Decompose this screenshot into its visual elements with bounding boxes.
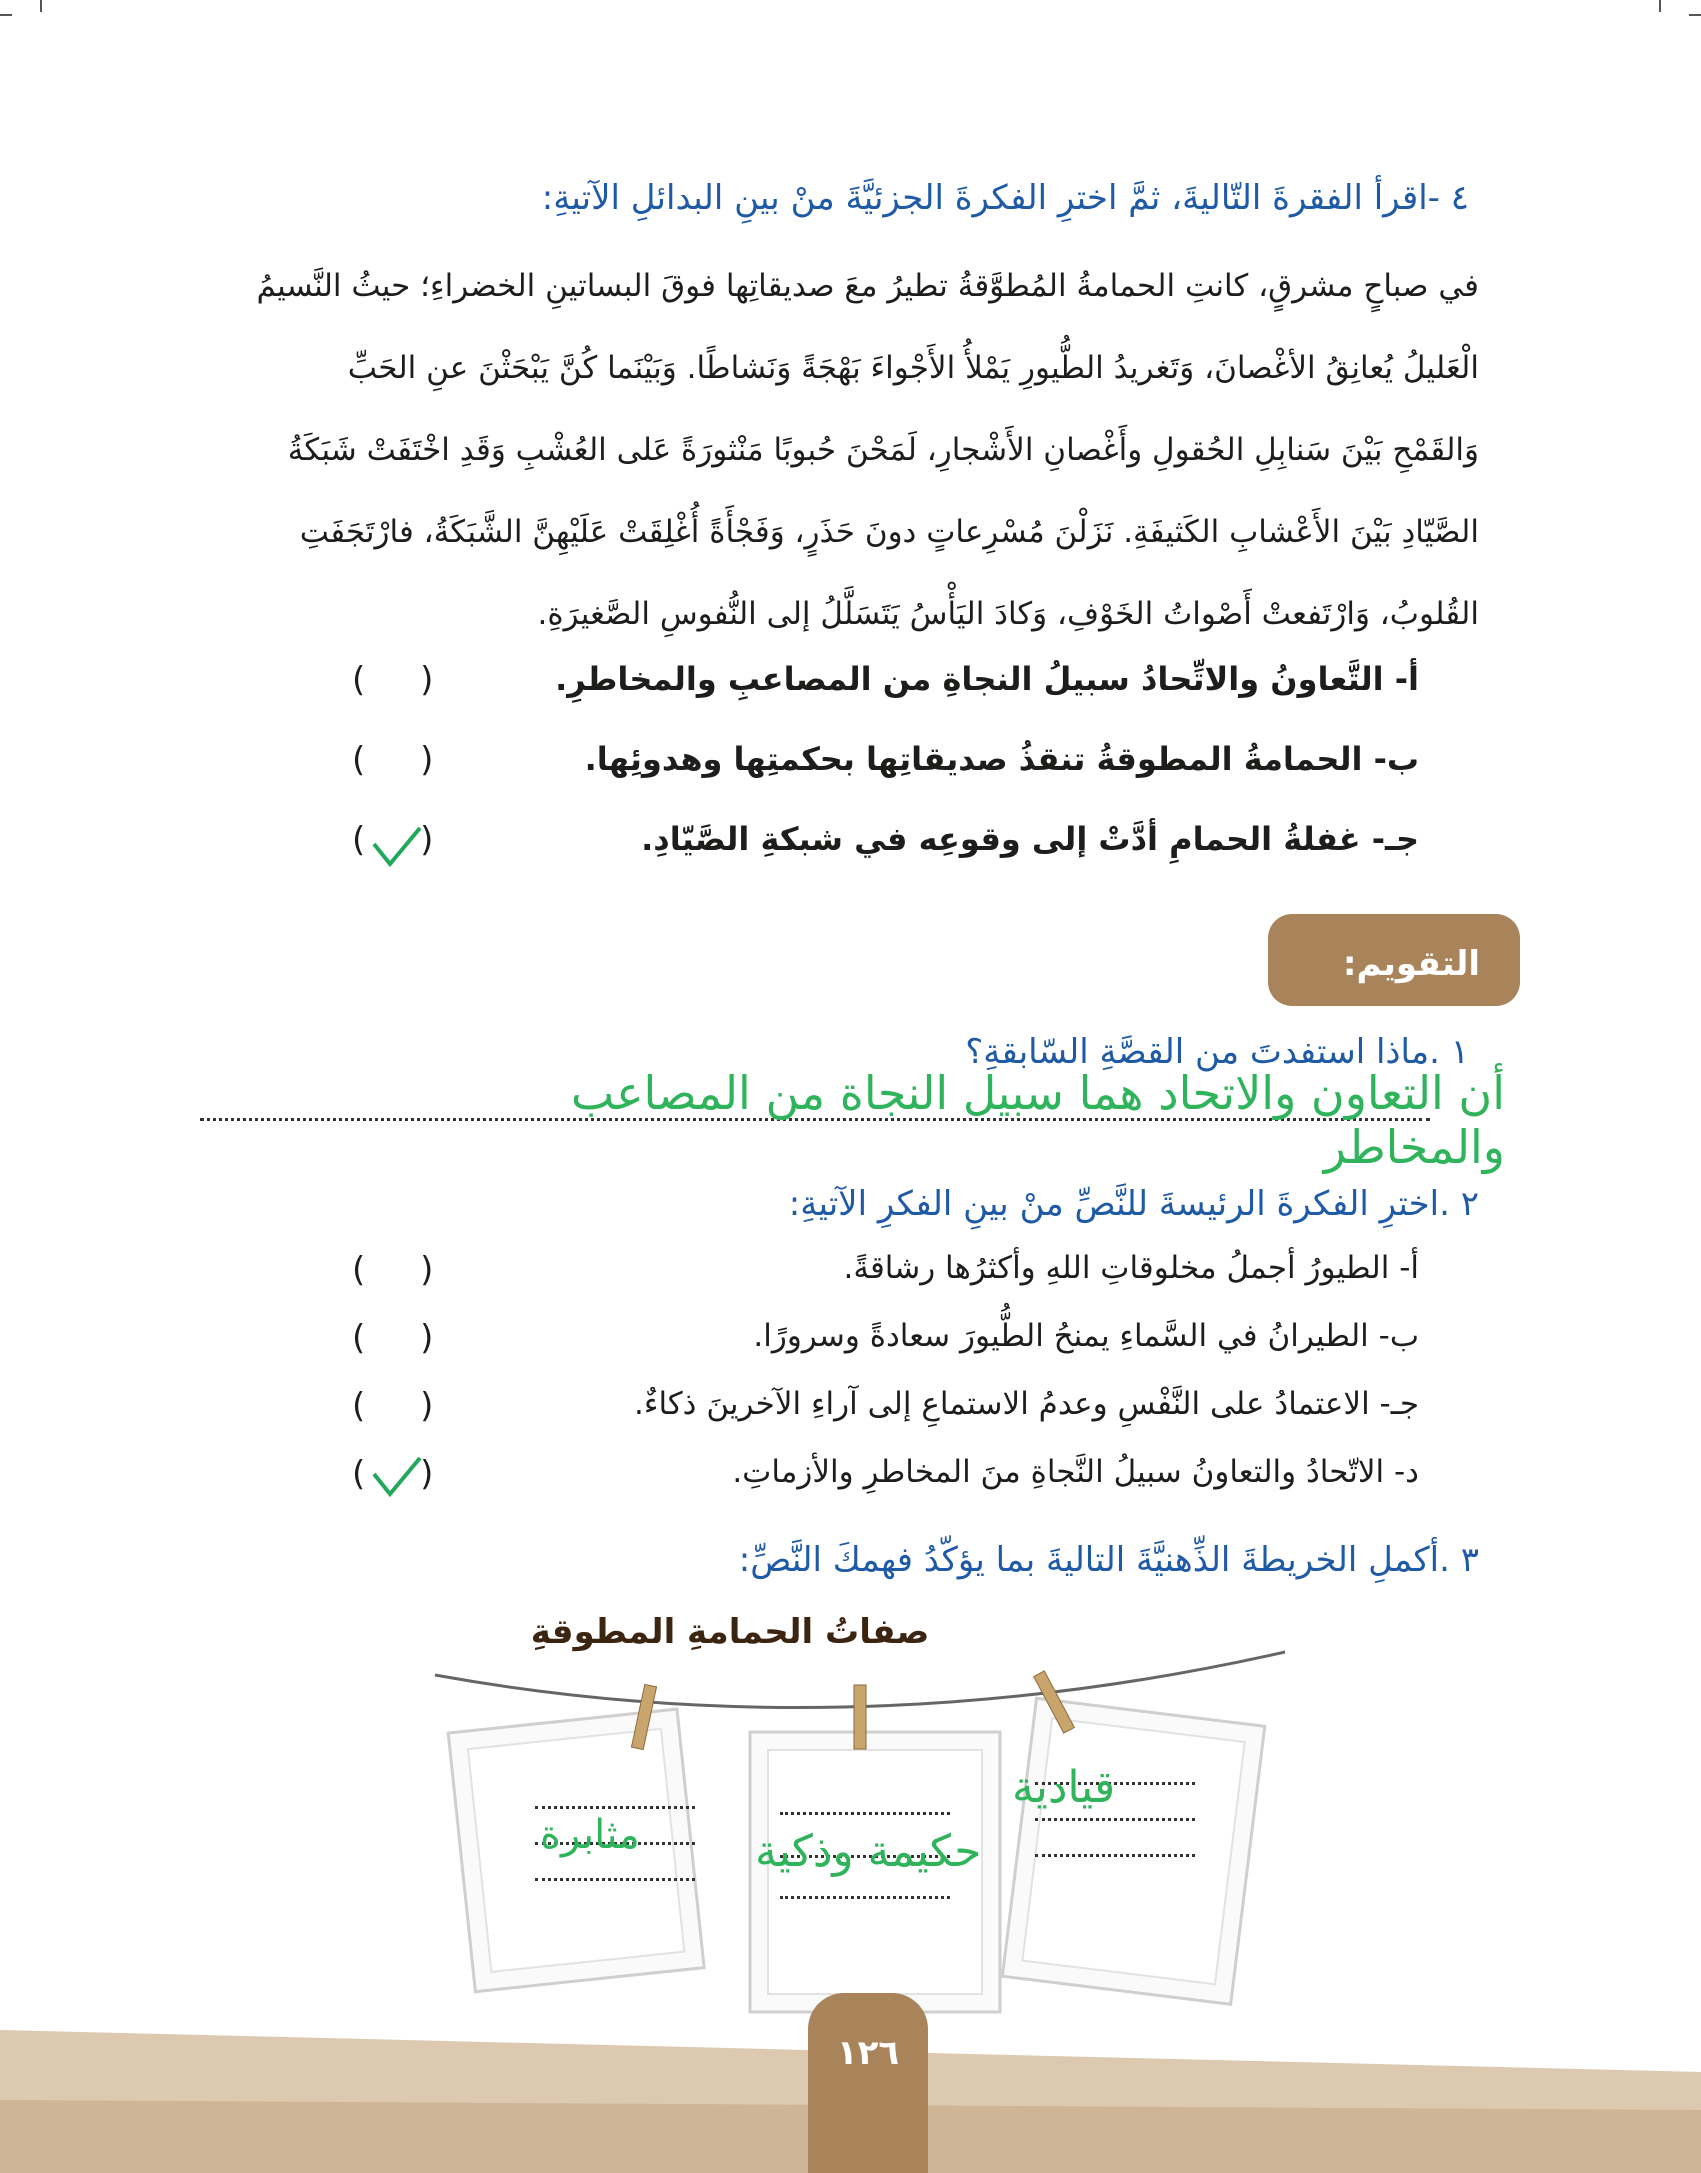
q4-paragraph: [179, 245, 1479, 655]
q4-option-a: أ- التَّعاونُ والاتِّحادُ سبيلُ النجاةِ من المصاعبِ والمخاطرِ.: [555, 660, 1419, 698]
check-icon: [368, 822, 428, 872]
answer-line: [535, 1806, 695, 1809]
q4-option-b: ب- الحمامةُ المطوقةُ تنقذُ صديقاتِها بحكمتِها وهدوئِها.: [584, 740, 1419, 778]
paragraph-line: في صباحٍ مشرقٍ، كانتِ الحمامةُ المُطوَّقةُ تطيرُ معَ صديقاتِها فوقَ البساتينِ الخضراءِ؛ حيثُ النَّسيمُ: [256, 268, 1479, 304]
page-number-tab: [808, 1993, 928, 2173]
answer-line: [780, 1896, 950, 1899]
paragraph-line: الْعَليلُ يُعانِقُ الأغْصانَ، وَتَغريدُ الطُّيورِ يَمْلأُ الأَجْواءَ بَهْجَةً وَنَشاطًا. وَبَيْنَما كُنَّ يَبْحَثْنَ عنِ الحَبِّ: [347, 350, 1479, 386]
answer-bracket[interactable]: ( ): [352, 1318, 456, 1358]
check-icon: [368, 1452, 428, 1502]
answer-line: [780, 1812, 950, 1815]
q4-title: ٤ -اقرأ الفقرةَ التّاليةَ، ثمَّ اخترِ الفكرةَ الجزئيَّةَ منْ بينِ البدائلِ الآتيةِ:: [541, 178, 1469, 218]
q2-option-b: ب- الطيرانُ في السَّماءِ يمنحُ الطُّيورَ سعادةً وسرورًا.: [753, 1318, 1419, 1354]
answer-bracket[interactable]: ( ): [352, 1454, 456, 1494]
answer-bracket[interactable]: ( ): [352, 1250, 456, 1290]
paragraph-line: الصَّيّادِ بَيْنَ الأَعْشابِ الكَثيفَةِ. نَزَلْنَ مُسْرِعاتٍ دونَ حَذَرٍ، وَفَجْأَةً أُغْلِقَتْ عَلَيْهِنَّ الشَّبَكَةُ، فارْتَجَفَتِ: [299, 514, 1479, 550]
crop-mark: [40, 0, 42, 12]
answer-line: [1035, 1854, 1195, 1857]
crop-mark: [0, 14, 12, 16]
q4-option-c: جـ- غفلةُ الحمامِ أدَّتْ إلى وقوعِه في شبكةِ الصَّيّادِ.: [641, 820, 1419, 858]
q2-option-a: أ- الطيورُ أجملُ مخلوقاتِ اللهِ وأكثرُها رشاقةً.: [843, 1250, 1419, 1286]
paragraph-line: وَالقَمْحِ بَيْنَ سَنابِلِ الحُقولِ وأَغْصانِ الأَشْجارِ، لَمَحْنَ حُبوبًا مَنْثورَةً عَلى العُشْبِ وَقَدِ اخْتَفَتْ شَبَكَةُ: [287, 432, 1479, 468]
card-answer-left[interactable]: مثابرة: [540, 1812, 640, 1858]
mind-map-title: صفاتُ الحمامةِ المطوقةِ: [530, 1612, 930, 1652]
evaluation-header-badge: [1268, 914, 1520, 1006]
q2-option-d: د- الاتّحادُ والتعاونُ سبيلُ النَّجاةِ منَ المخاطرِ والأزماتِ.: [732, 1454, 1419, 1490]
answer-bracket[interactable]: ( ): [352, 1386, 456, 1426]
answer-bracket[interactable]: ( ): [352, 820, 456, 860]
q3-question: ٣ .أكملِ الخريطةَ الذِّهنيَّةَ التاليةَ بما يؤكّدُ فهمكَ النَّصِّ:: [738, 1540, 1479, 1580]
q1-question: ١ .ماذا استفدتَ من القصَّةِ السّابقةِ؟: [965, 1032, 1469, 1072]
answer-line: [535, 1878, 695, 1881]
q2-option-c: جـ- الاعتمادُ على النَّفْسِ وعدمُ الاستماعِ إلى آراءِ الآخرينَ ذكاءٌ.: [634, 1386, 1419, 1422]
page-number: ١٢٦: [836, 2033, 900, 2073]
crop-mark: [1689, 14, 1701, 16]
evaluation-header: التقويم:: [1342, 944, 1480, 984]
answer-line: [1035, 1818, 1195, 1821]
q1-answer[interactable]: أن التعاون والاتحاد هما سبيل النجاة من المصاعب والمخاطر: [570, 1066, 1505, 1174]
card-answer-right[interactable]: قيادية: [1012, 1762, 1116, 1813]
q2-question: ٢ .اخترِ الفكرةَ الرئيسةَ للنَّصِّ منْ بينِ الفكرِ الآتيةِ:: [788, 1184, 1479, 1224]
paragraph-line: القُلوبُ، وَارْتَفعتْ أَصْواتُ الخَوْفِ، وَكادَ اليَأْسُ يَتَسَلَّلُ إلى النُّفوسِ الصَّغيرَةِ.: [537, 596, 1479, 632]
card-answer-middle[interactable]: حكيمة وذكية: [755, 1826, 982, 1877]
answer-bracket[interactable]: ( ): [352, 660, 456, 700]
crop-mark: [1659, 0, 1661, 12]
answer-bracket[interactable]: ( ): [352, 740, 456, 780]
